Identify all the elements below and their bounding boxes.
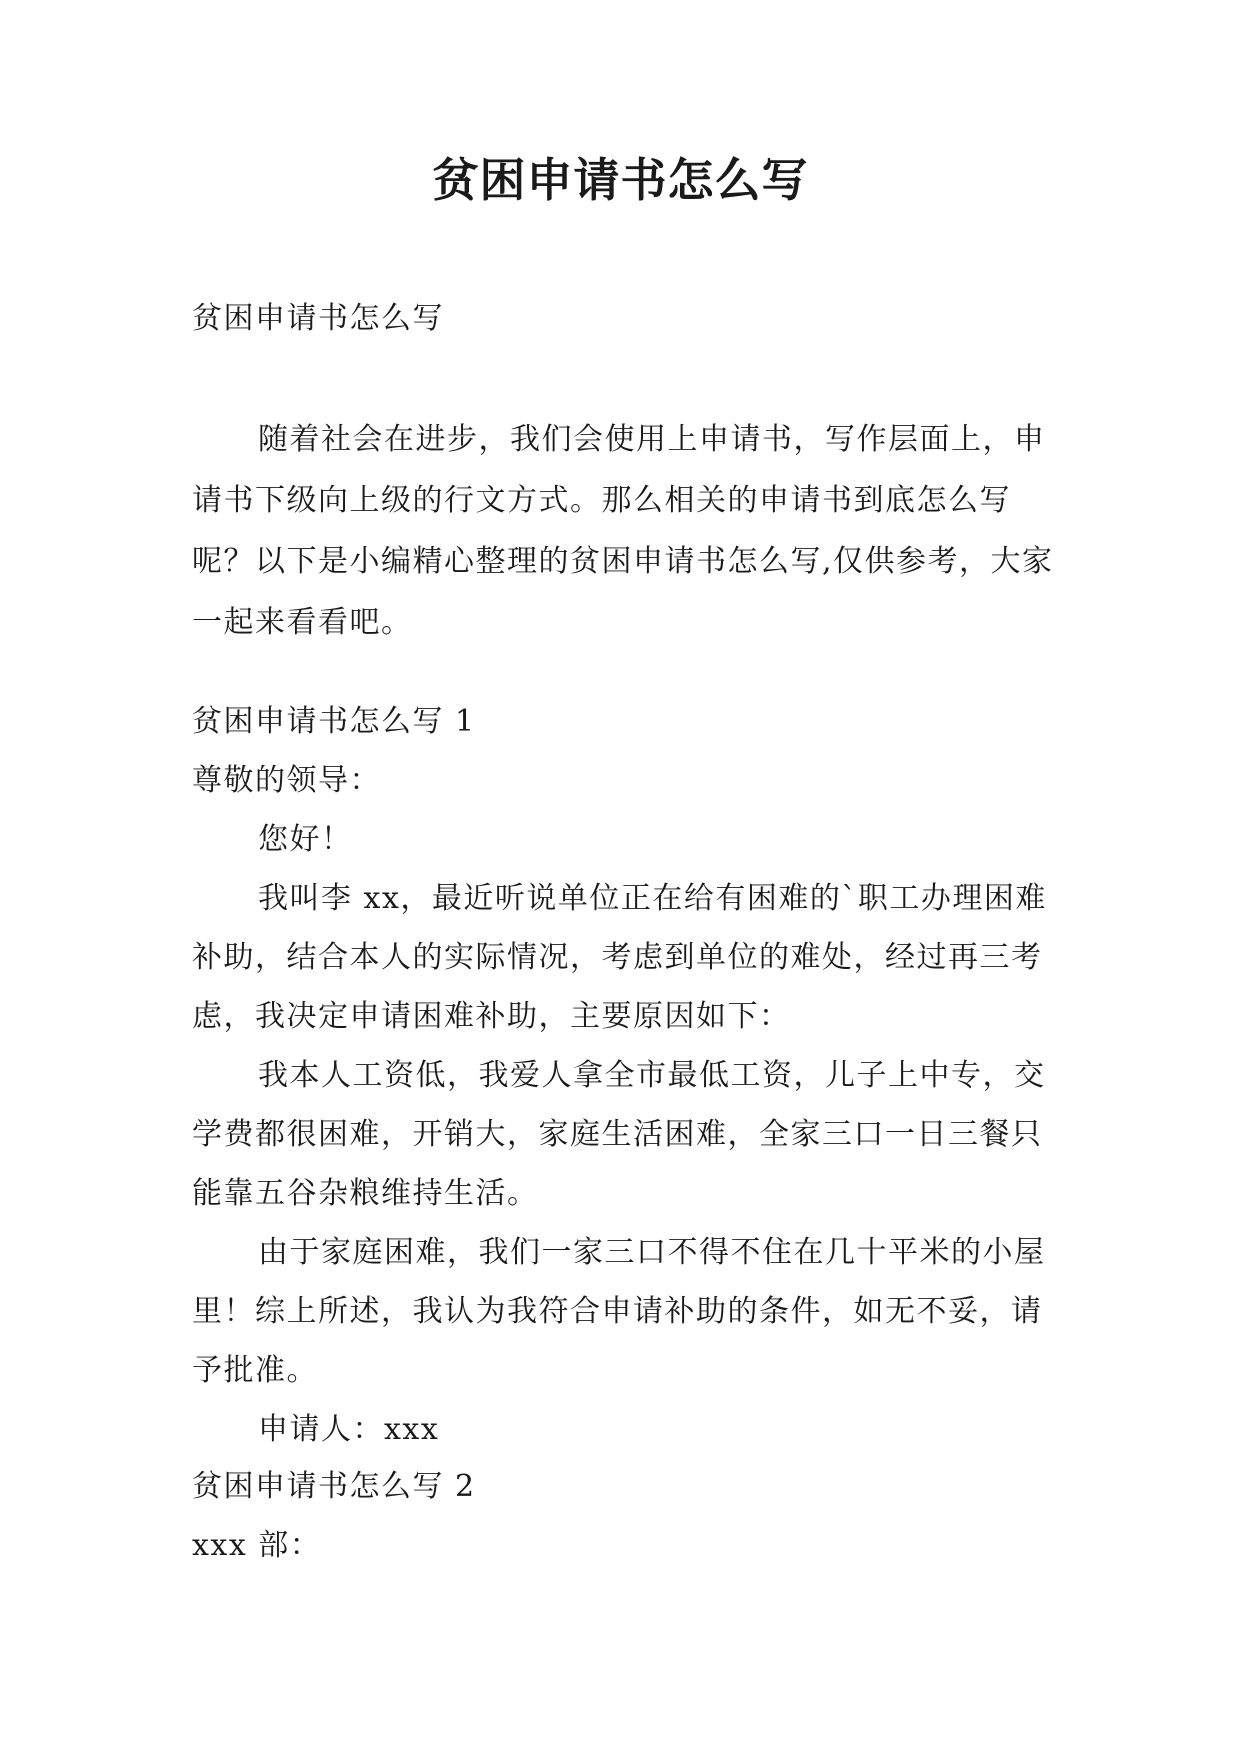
section-1-paragraph: 由于家庭困难，我们一家三口不得不住在几十平米的小屋里！综上所述，我认为我符合申请补助的条件，如无不妥，请予批准。: [192, 1235, 1046, 1388]
section-2-salutation: xxx 部：: [192, 1528, 322, 1563]
section-1-salutation: 尊敬的领导：: [192, 763, 381, 798]
section-1-paragraph: 我本人工资低，我爱人拿全市最低工资，儿子上中专，交学费都很困难，开销大，家庭生活困难，全家三口一日三餐只能靠五谷杂粮维持生活。: [192, 1058, 1046, 1211]
intro-paragraph: 随着社会在进步，我们会使用上申请书，写作层面上，申请书下级向上级的行文方式。那么相关的申请书到底怎么写呢？以下是小编精心整理的贫困申请书怎么写,仅供参考，大家一起来看看吧。: [192, 422, 1054, 640]
section-1-heading: 贫困申请书怎么写 1: [192, 704, 476, 739]
section-2: [192, 1457, 1072, 1575]
section-1-paragraph: 我叫李 xx，最近听说单位正在给有困难的`职工办理困难补助，结合本人的实际情况，考虑到单位的难处，经过再三考虑，我决定申请困难补助，主要原因如下：: [192, 881, 1047, 1034]
section-2-heading: 贫困申请书怎么写 2: [192, 1469, 476, 1504]
section-1: [192, 692, 1072, 1459]
section-1-signature: 申请人：xxx: [258, 1412, 440, 1447]
section-1-greeting: 您好！: [258, 822, 353, 857]
intro-heading: 贫困申请书怎么写: [192, 301, 444, 336]
document-title: 贫困申请书怎么写: [432, 153, 809, 207]
